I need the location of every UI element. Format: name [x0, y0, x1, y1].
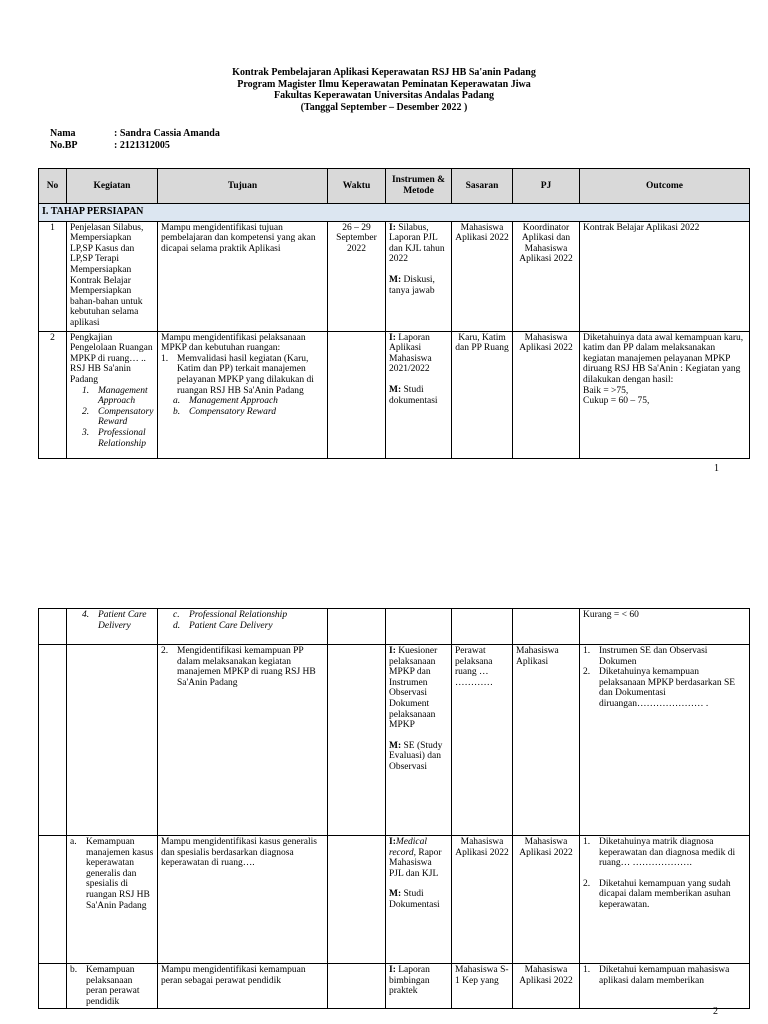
row-instrumen: I: Silabus, Laporan PJL dan KJL tahun 2022 M: Diskusi, tanya jawab: [386, 221, 452, 331]
row-tujuan: Mampu mengidentifikasi pelaksanaan MPKP dan kebutuhan ruangan: 1. Memvalidasi hasil kegiatan (Karu, Katim dan PP) terkait manajemen pelayanan MPKP yang dilakukan di ruangan RSJ HB Sa'Anin Padang a. Management Approach b. Compensatory Reward: [158, 331, 328, 458]
row-pj: Mahasiswa Aplikasi 2022: [513, 331, 580, 458]
document-header: [0, 67, 768, 113]
row-sasaran: Karu, Katim dan PP Ruang: [452, 331, 513, 458]
row-pj: Koordinator Aplikasi dan Mahasiswa Aplikasi 2022: [513, 221, 580, 331]
col-header-instrumen: Instrumen & Metode: [386, 169, 452, 204]
row-tujuan: 2. Mengidentifikasi kemampuan PP dalam melaksanakan kegiatan manajemen MPKP di ruang RSJ HB Sa'Anin Padang: [158, 645, 328, 836]
row-sasaran: Mahasiswa S-1 Kep yang: [452, 964, 513, 1009]
row-no: 1: [39, 221, 67, 331]
row-outcome: Kurang = < 60: [580, 609, 750, 645]
row-tujuan: Mampu mengidentifikasi tujuan pembelajaran dan kompetensi yang akan dicapai selama praktik Aplikasi: [158, 221, 328, 331]
page-gap: [0, 480, 768, 590]
learning-contract-table: [38, 168, 750, 459]
table-header-row: [39, 169, 750, 204]
row-waktu: 26 – 29 September 2022: [328, 221, 386, 331]
section-title: I. TAHAP PERSIAPAN: [39, 204, 750, 222]
student-identity: [50, 128, 220, 152]
row-outcome: 1. Diketahui kemampuan mahasiswa aplikasi dalam memberikan: [580, 964, 750, 1009]
row-tujuan: c. Professional Relationship d. Patient Care Delivery: [158, 609, 328, 645]
row-sasaran: Mahasiswa Aplikasi 2022: [452, 221, 513, 331]
header-faculty: Fakultas Keperawatan Universitas Andalas Padang: [273, 90, 495, 101]
row-instrumen: I:Medical record, Rapor Mahasiswa PJL dan KJL M: Studi Dokumentasi: [386, 836, 452, 964]
row-instrumen: I: Kuesioner pelaksanaan MPKP dan Instrumen Observasi Dokument pelaksanaan MPKP M: SE (Study Evaluasi) dan Observasi: [386, 645, 452, 836]
table-row: [39, 609, 750, 645]
name-value: : Sandra Cassia Amanda: [114, 128, 220, 139]
page-number: 1: [714, 463, 719, 474]
table-row: [39, 645, 750, 836]
row-sasaran: Mahasiswa Aplikasi 2022: [452, 836, 513, 964]
header-title: Kontrak Pembelajaran Aplikasi Keperawatan RSJ HB Sa'anin Padang: [232, 67, 536, 78]
row-outcome: Kontrak Belajar Aplikasi 2022: [580, 221, 750, 331]
bp-label: No.BP: [50, 140, 78, 151]
row-pj: Mahasiswa Aplikasi: [513, 645, 580, 836]
col-header-sasaran: Sasaran: [452, 169, 513, 204]
row-outcome: 1. Diketahuinya matrik diagnosa keperawatan dan diagnosa medik di ruang… ………………. 2. Diketahui kemampuan yang sudah dicapai dalam memberikan asuhan keperawatan.: [580, 836, 750, 964]
col-header-waktu: Waktu: [328, 169, 386, 204]
row-no: 2: [39, 331, 67, 458]
row-kegiatan: a. Kemampuan manajemen kasus keperawatan generalis dan spesialis di ruangan RSJ HB Sa'Anin Padang: [67, 836, 158, 964]
col-header-outcome: Outcome: [580, 169, 750, 204]
learning-contract-table-continued: [38, 608, 750, 1009]
row-sasaran: Perawat pelaksana ruang … …………: [452, 645, 513, 836]
col-header-tujuan: Tujuan: [158, 169, 328, 204]
row-instrumen: I: Laporan bimbingan praktek: [386, 964, 452, 1009]
row-kegiatan: Penjelasan Silabus, Mempersiapkan LP,SP Kasus dan LP,SP Terapi Mempersiapkan Kontrak Belajar Mempersiapkan bahan-bahan untuk kebutuhan selama aplikasi: [67, 221, 158, 331]
bp-value: : 2121312005: [114, 140, 170, 151]
row-pj: Mahasiswa Aplikasi 2022: [513, 964, 580, 1009]
col-header-pj: PJ: [513, 169, 580, 204]
name-label: Nama: [50, 128, 76, 139]
row-kegiatan: b. Kemampuan pelaksanaan peran perawat pendidik: [67, 964, 158, 1009]
header-program: Program Magister Ilmu Keperawatan Peminatan Keperawatan Jiwa: [237, 78, 531, 90]
page-number: 2: [713, 1006, 718, 1017]
col-header-no: No: [39, 169, 67, 204]
table-row: [39, 836, 750, 964]
row-waktu: [328, 331, 386, 458]
header-date: (Tanggal September – Desember 2022 ): [300, 101, 468, 113]
table-row: [39, 331, 750, 458]
table-row: [39, 964, 750, 1009]
row-kegiatan: 4. Patient Care Delivery: [67, 609, 158, 645]
col-header-kegiatan: Kegiatan: [67, 169, 158, 204]
row-pj: Mahasiswa Aplikasi 2022: [513, 836, 580, 964]
row-tujuan: Mampu mengidentifikasi kemampuan peran sebagai perawat pendidik: [158, 964, 328, 1009]
document-page-1: [0, 0, 768, 480]
table-row: [39, 221, 750, 331]
row-kegiatan: Pengkajian Pengelolaan Ruangan MPKP di ruang… .. RSJ HB Sa'anin Padang 1. Management Approach 2. Compensatory Reward 3. Professional Relationship: [67, 331, 158, 458]
row-outcome: 1. Instrumen SE dan Observasi Dokumen 2. Diketahuinya kemampuan pelaksanaan MPKP berdasarkan SE dan Dokumentasi diruangan………………… .: [580, 645, 750, 836]
row-instrumen: I: Laporan Aplikasi Mahasiswa 2021/2022 M: Studi dokumentasi: [386, 331, 452, 458]
section-row: [39, 204, 750, 222]
row-tujuan: Mampu mengidentifikasi kasus generalis dan spesialis berdasarkan diagnosa keperawatan di ruang….: [158, 836, 328, 964]
row-outcome: Diketahuinya data awal kemampuan karu, katim dan PP dalam melaksanakan kegiatan manajemen pelayanan MPKP diruang RSJ HB Sa'Anin : Kegiatan yang dilakukan dengan hasil: Baik = >75, Cukup = 60 – 75,: [580, 331, 750, 458]
